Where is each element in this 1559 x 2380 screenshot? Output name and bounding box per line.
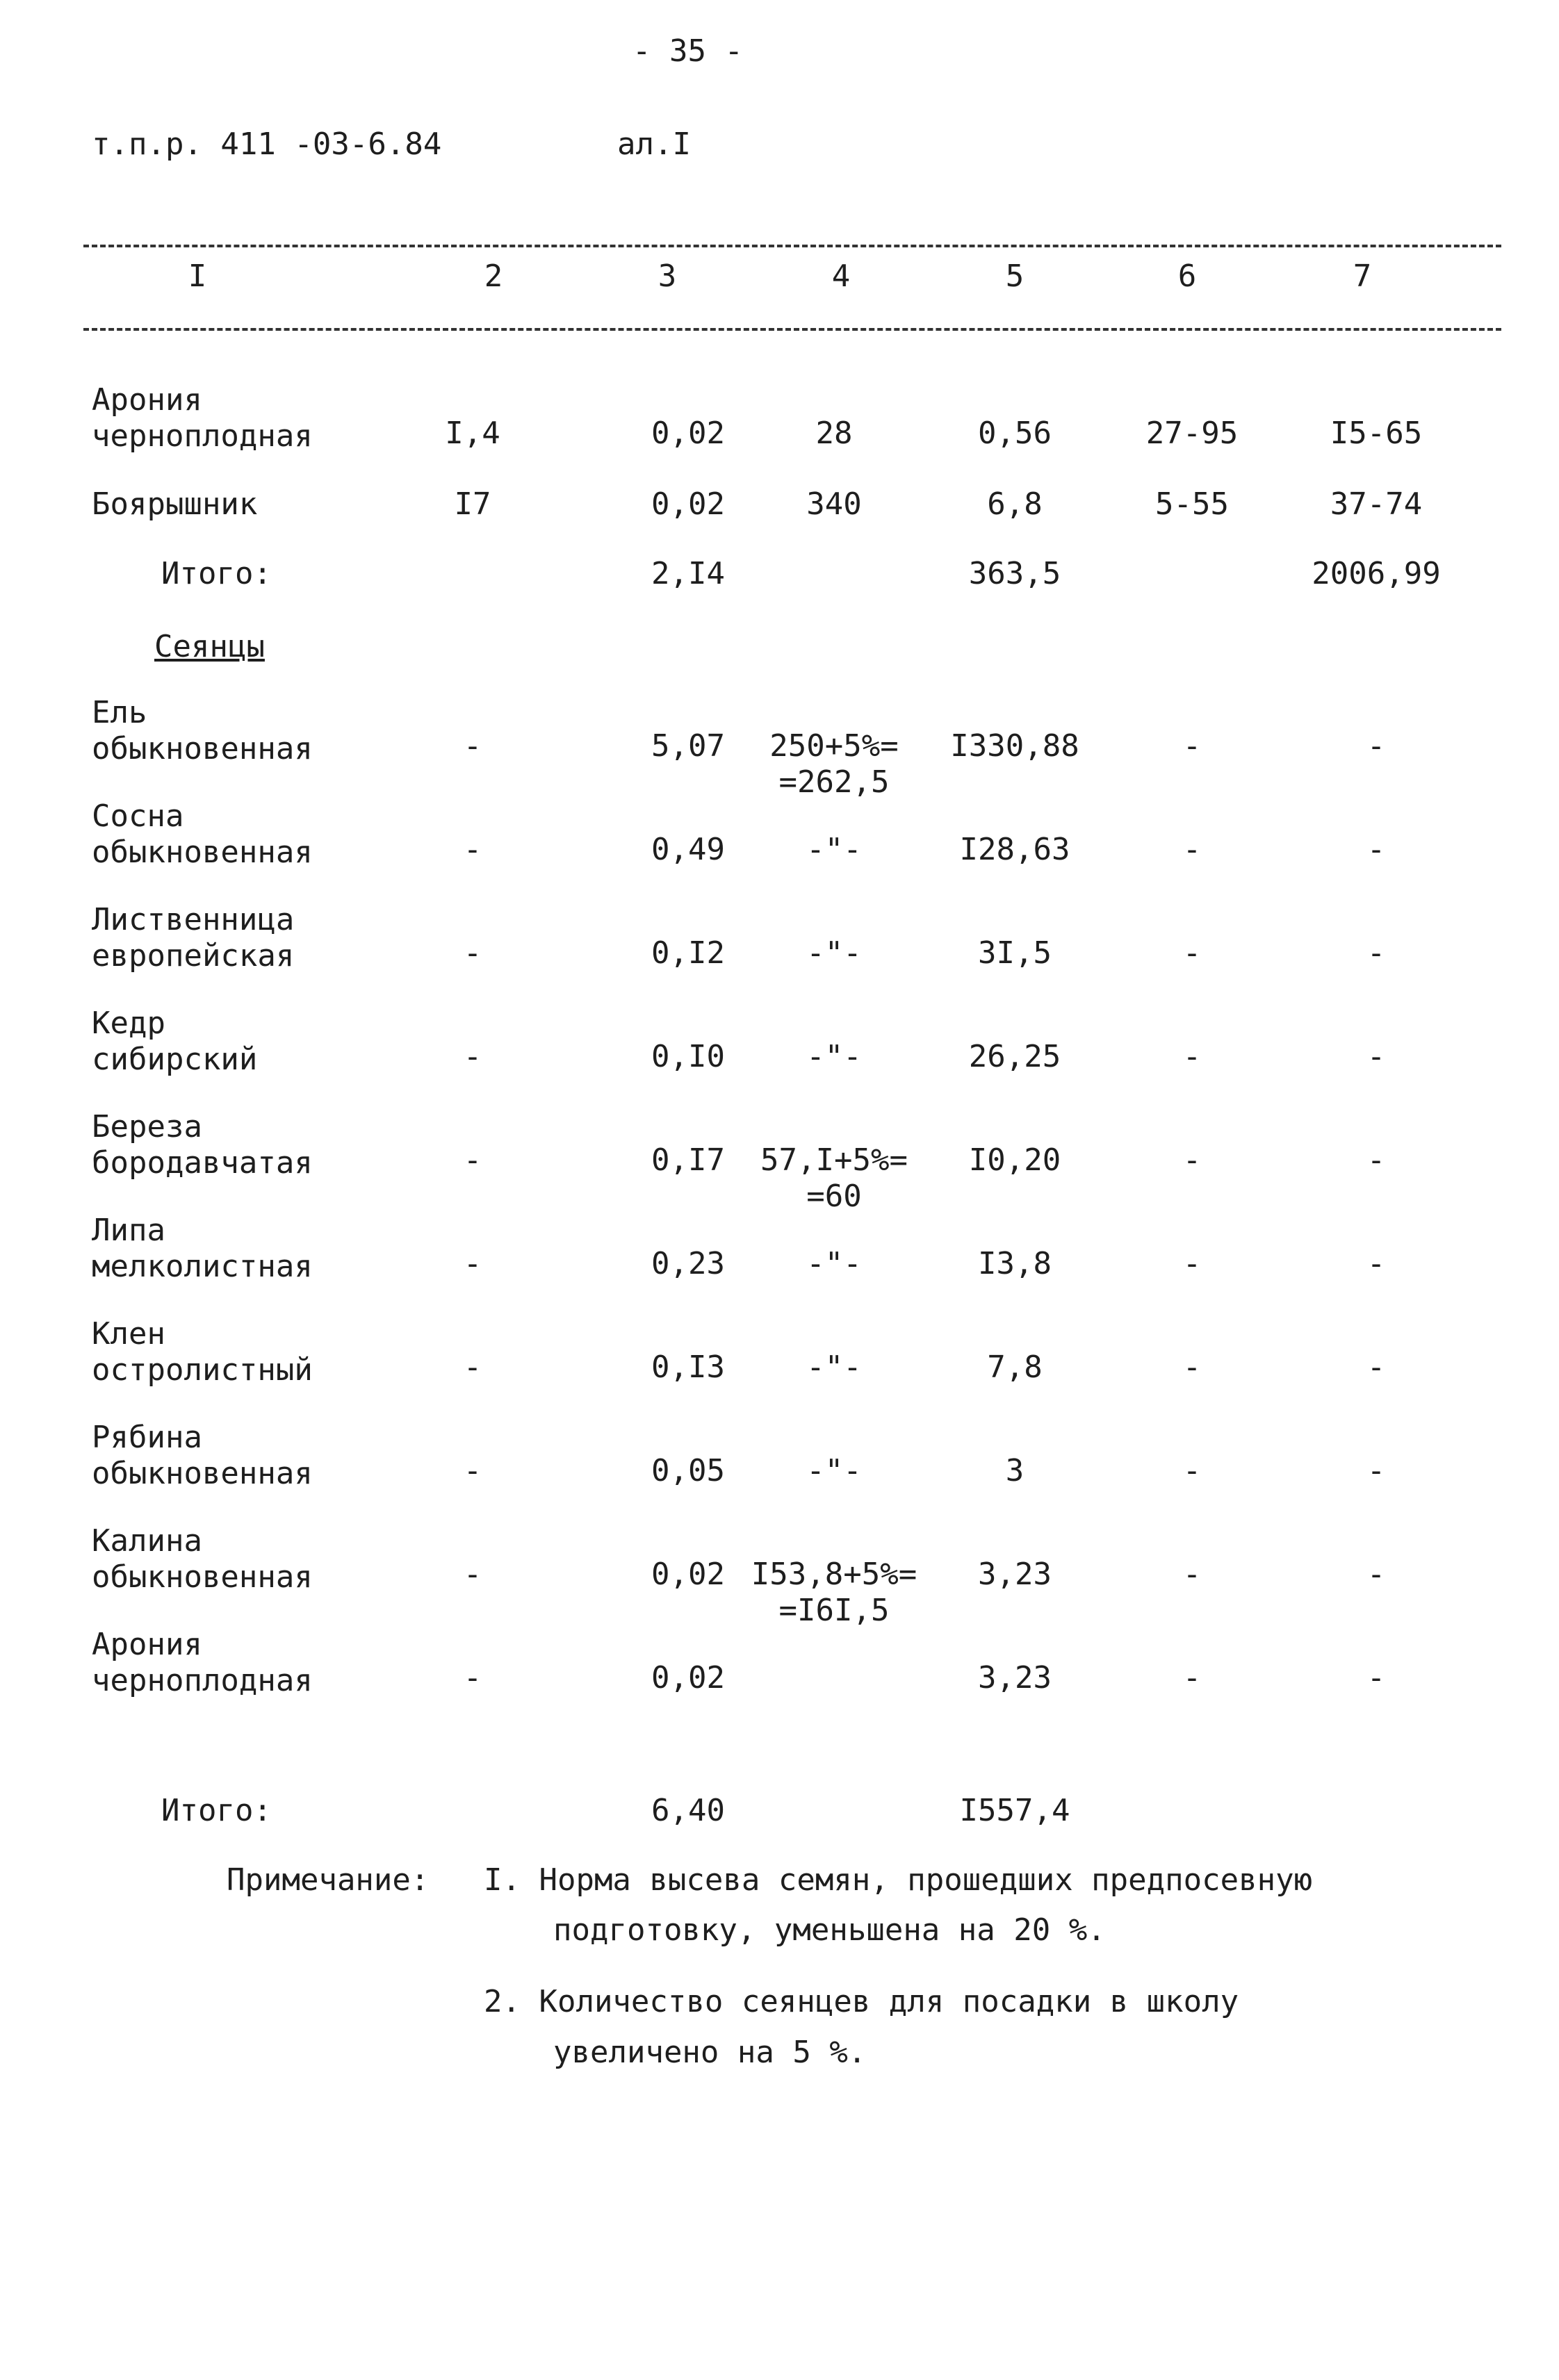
row-name-line2: черноплодная <box>92 418 313 454</box>
cell-col7: - <box>1366 935 1386 971</box>
cell-col6: - <box>1182 1142 1202 1178</box>
cell-col2: - <box>463 1660 482 1696</box>
cell-col6: - <box>1182 1246 1202 1281</box>
cell-col2: - <box>463 1246 482 1281</box>
document-reference: т.п.р. 411 -03-6.84 <box>92 126 442 162</box>
cell-col3: 5,07 <box>651 728 725 764</box>
total-col3: 2,I4 <box>651 556 725 591</box>
row-name-line2: сибирский <box>92 1042 258 1077</box>
cell-col7: - <box>1366 1557 1386 1592</box>
row-name-line2: черноплодная <box>92 1663 313 1698</box>
note-2-line-2: увеличено на 5 %. <box>553 2035 867 2070</box>
cell-col3: 0,I2 <box>651 935 725 971</box>
cell-col5: 26,25 <box>968 1039 1061 1074</box>
cell-col4 <box>751 832 917 868</box>
column-header-7: 7 <box>1353 258 1372 294</box>
row-name-line1: Арония <box>92 1627 202 1662</box>
cell-col3: 0,23 <box>651 1246 725 1281</box>
cell-col4-line1: -"- <box>806 1453 862 1488</box>
column-header-6: 6 <box>1177 258 1197 294</box>
row-name <box>92 1316 313 1388</box>
column-header-2: 2 <box>484 258 503 294</box>
cell-col6: 27-95 <box>1145 416 1239 451</box>
row-name <box>92 1213 313 1285</box>
cell-col6: 5-55 <box>1155 486 1229 522</box>
cell-col7: - <box>1366 1453 1386 1488</box>
cell-col4-line1: 57,I+5%= <box>760 1142 908 1178</box>
note-1-line-2: подготовку, уменьшена на 20 %. <box>553 1912 1106 1948</box>
row-name-line1: Клен <box>92 1316 165 1352</box>
cell-col3: 0,02 <box>651 486 725 522</box>
total-col3: 6,40 <box>651 1793 725 1828</box>
total-label: Итого: <box>161 1793 272 1828</box>
cell-col4 <box>751 1142 917 1215</box>
cell-col4: 340 <box>806 486 862 522</box>
note-label: Примечание: <box>227 1862 430 1898</box>
sheet-label: ал.I <box>617 126 691 162</box>
cell-col6: - <box>1182 1039 1202 1074</box>
row-name-line2: обыкновенная <box>92 835 313 870</box>
cell-col6: - <box>1182 1557 1202 1592</box>
column-header-4: 4 <box>831 258 851 294</box>
cell-col7: - <box>1366 1039 1386 1074</box>
cell-col3: 0,02 <box>651 1557 725 1592</box>
cell-col3: 0,02 <box>651 1660 725 1696</box>
row-name-line1: Кедр <box>92 1006 165 1041</box>
cell-col5: 3I,5 <box>978 935 1052 971</box>
cell-col7: - <box>1366 1349 1386 1385</box>
row-name <box>92 382 313 454</box>
cell-col5: I28,63 <box>959 832 1070 867</box>
cell-col5: I330,88 <box>950 728 1079 764</box>
row-name-line2: обыкновенная <box>92 731 313 766</box>
row-name-line1: Лиственница <box>92 902 295 937</box>
cell-col6: - <box>1182 1453 1202 1488</box>
cell-col4: 28 <box>815 416 853 451</box>
cell-col6: - <box>1182 935 1202 971</box>
cell-col6: - <box>1182 1349 1202 1385</box>
cell-col7: - <box>1366 1246 1386 1281</box>
row-name-line2: европейская <box>92 938 295 974</box>
cell-col7: - <box>1366 728 1386 764</box>
row-name <box>92 1109 313 1181</box>
cell-col4 <box>751 935 917 971</box>
row-name-line1: Рябина <box>92 1420 202 1455</box>
row-name-line1: Арония <box>92 382 202 418</box>
cell-col4-line1: 250+5%= <box>769 728 899 764</box>
cell-col4 <box>751 1039 917 1075</box>
cell-col4-line1: I53,8+5%= <box>751 1557 917 1592</box>
section-title: Сеянцы <box>154 629 265 664</box>
cell-col2: I7 <box>454 486 491 522</box>
cell-col2: I,4 <box>445 416 500 451</box>
cell-col3: 0,49 <box>651 832 725 867</box>
cell-col7: - <box>1366 1660 1386 1696</box>
cell-col3: 0,I0 <box>651 1039 725 1074</box>
cell-col3: 0,02 <box>651 416 725 451</box>
cell-col7: 37-74 <box>1330 486 1423 522</box>
note-1-line-1: I. Норма высева семян, прошедших предпосевную <box>484 1862 1313 1898</box>
row-name <box>92 695 313 767</box>
cell-col4-line1: -"- <box>806 1039 862 1074</box>
cell-col4 <box>751 728 917 801</box>
cell-col4-line1: -"- <box>806 935 862 971</box>
column-header-5: 5 <box>1005 258 1025 294</box>
cell-col4 <box>751 1246 917 1282</box>
cell-col4-line1: -"- <box>806 832 862 867</box>
cell-col3: 0,I7 <box>651 1142 725 1178</box>
row-name-line1: Береза <box>92 1109 202 1144</box>
cell-col2: - <box>463 1349 482 1385</box>
cell-col5: 3,23 <box>978 1557 1052 1592</box>
cell-col4-line1: -"- <box>806 1246 862 1281</box>
total-col5: 363,5 <box>968 556 1061 591</box>
total-col7: 2006,99 <box>1312 556 1441 591</box>
row-name-line1: Сосна <box>92 798 184 834</box>
column-header-3: 3 <box>658 258 677 294</box>
cell-col2: - <box>463 1039 482 1074</box>
row-name-line2: обыкновенная <box>92 1456 313 1491</box>
cell-col5: 3 <box>1005 1453 1025 1488</box>
row-name <box>92 1627 313 1699</box>
total-col5: I557,4 <box>959 1793 1070 1828</box>
cell-col5: I0,20 <box>968 1142 1061 1178</box>
total-label: Итого: <box>161 556 272 591</box>
cell-col4-line2: =60 <box>806 1179 862 1214</box>
cell-col2: - <box>463 935 482 971</box>
cell-col4-line1: -"- <box>806 1349 862 1385</box>
cell-col2: - <box>463 728 482 764</box>
column-header-1: I <box>188 258 207 294</box>
cell-col5: 6,8 <box>987 486 1043 522</box>
cell-col4-line2: =I6I,5 <box>778 1593 890 1628</box>
cell-col5: 7,8 <box>987 1349 1043 1385</box>
cell-col5: 3,23 <box>978 1660 1052 1696</box>
note-2-line-1: 2. Количество сеянцев для посадки в школу <box>484 1984 1239 2019</box>
row-name <box>92 1523 313 1595</box>
cell-col4-line2: =262,5 <box>778 764 890 800</box>
cell-col7: - <box>1366 832 1386 867</box>
cell-col5: I3,8 <box>978 1246 1052 1281</box>
cell-col2: - <box>463 1453 482 1488</box>
row-name-line2: остролистный <box>92 1352 313 1388</box>
cell-col7: - <box>1366 1142 1386 1178</box>
cell-col2: - <box>463 832 482 867</box>
cell-col4 <box>751 1453 917 1489</box>
row-name-line1: Боярышник <box>92 486 258 522</box>
row-name <box>92 902 294 974</box>
row-name <box>92 798 313 871</box>
cell-col6: - <box>1182 832 1202 867</box>
cell-col6: - <box>1182 1660 1202 1696</box>
cell-col4 <box>751 1349 917 1386</box>
cell-col3: 0,I3 <box>651 1349 725 1385</box>
cell-col7: I5-65 <box>1330 416 1423 451</box>
row-name <box>92 486 257 523</box>
row-name-line2: обыкновенная <box>92 1559 313 1595</box>
row-name <box>92 1006 257 1078</box>
row-name-line1: Ель <box>92 695 147 730</box>
row-name-line1: Калина <box>92 1523 202 1559</box>
row-name <box>92 1420 313 1492</box>
cell-col5: 0,56 <box>978 416 1052 451</box>
page-number: - 35 - <box>632 33 743 69</box>
table-header-rule <box>83 328 1501 331</box>
row-name-line2: бородавчатая <box>92 1145 313 1181</box>
cell-col3: 0,05 <box>651 1453 725 1488</box>
table-top-rule <box>83 245 1501 247</box>
cell-col2: - <box>463 1557 482 1592</box>
cell-col6: - <box>1182 728 1202 764</box>
cell-col2: - <box>463 1142 482 1178</box>
cell-col4 <box>751 1557 917 1629</box>
row-name-line1: Липа <box>92 1213 165 1248</box>
row-name-line2: мелколистная <box>92 1249 313 1284</box>
